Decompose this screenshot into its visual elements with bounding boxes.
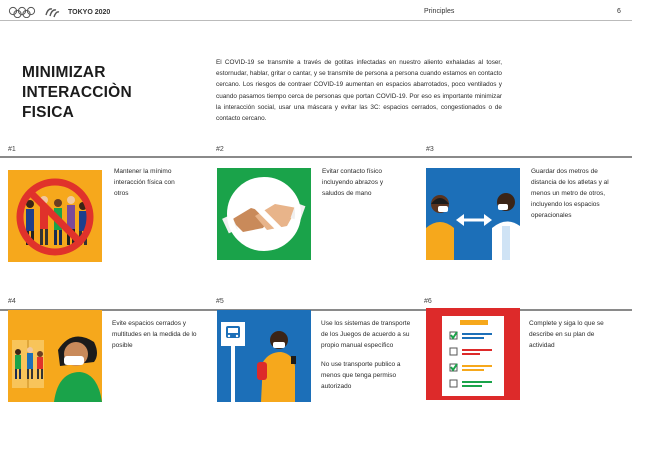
card-1-number: #1	[8, 146, 16, 153]
card-6-number: #6	[424, 298, 432, 305]
title-line-1: MINIMIZAR	[22, 64, 106, 81]
paralympic-logo-icon	[44, 6, 60, 18]
card-2-text: Evitar contacto físico incluyendo abrazos y saludos de mano	[322, 168, 384, 197]
card-5-text-block	[321, 318, 413, 400]
row1-divider	[0, 156, 632, 158]
title-line-2: INTERACCIÒN	[22, 84, 132, 101]
card-6-text: Complete y siga lo que se describe en su plan de actividad	[529, 320, 604, 349]
card-5-illustration	[217, 310, 311, 402]
card-2-number: #2	[216, 146, 224, 153]
card-4-illustration	[8, 310, 102, 402]
card-5-number: #5	[216, 298, 224, 305]
title-line-3: FISICA	[22, 104, 75, 121]
card-3-number: #3	[426, 146, 434, 153]
card-4-number: #4	[8, 298, 16, 305]
card-1-text: Mantener la mínimo interacción física con otros	[114, 168, 175, 197]
header-divider	[0, 20, 632, 21]
card-3-illustration	[426, 168, 520, 260]
card-6-illustration	[426, 308, 520, 400]
section-label: Principles	[424, 8, 455, 15]
card-5-text: Use los sistemas de transporte de los Juegos de acuerdo a su propio manual específico	[321, 320, 411, 349]
page-number: 6	[617, 8, 621, 15]
card-1-illustration	[8, 170, 102, 262]
page-title	[22, 63, 152, 123]
card-4-text: Evite espacios cerrados y multitudes en la medida de lo posible	[112, 320, 197, 349]
card-5-text-2: No use transporte publico a menos que tenga permiso autorizado	[321, 361, 401, 390]
card-3-text: Guardar dos metros de distancia de los atletas y al menos un metro de otros, incluyendo los espacios operacionales	[531, 168, 609, 219]
card-2-illustration	[217, 168, 311, 260]
header-logos	[8, 5, 110, 19]
small-crowd-icon	[15, 347, 43, 379]
intro-paragraph: El COVID-19 se transmite a través de gotitas infectadas en nuestro aliento exhaladas al toser, estornudar, hablar, gritar o cantar, y se transmite de persona a persona cuando estamos en contacto cercano. Los riesgos de contraer COVID-19 aumentan en espacios abarrotados, poco ventilados y cuando pasamos tiempo cerca de personas que portan COVID-19. Por eso es importante minimizar la interacción social, usar una máscara y evitar las 3C: espacios cerrados, congestionados o de contacto cercano.	[216, 59, 502, 123]
checklist-icon	[442, 316, 504, 396]
olympic-rings-icon	[8, 6, 36, 18]
brand-label: TOKYO 2020	[68, 8, 111, 16]
